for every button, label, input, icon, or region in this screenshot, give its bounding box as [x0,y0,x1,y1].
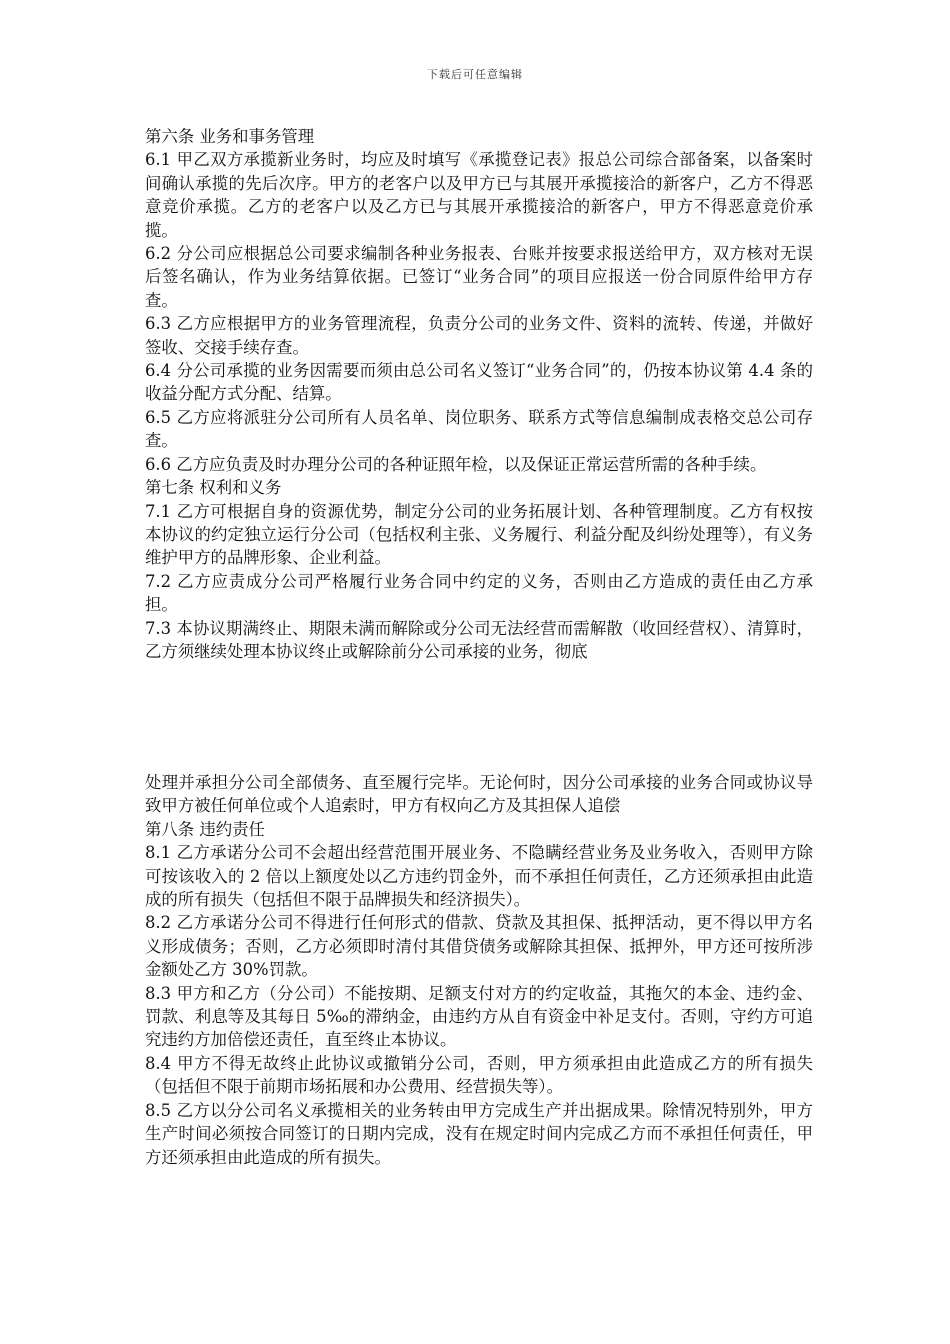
clause-7-3: 7.3 本协议期满终止、期限未满而解除或分公司无法经营而需解散（收回经营权）、清算时，乙方须继续处理本协议终止或解除前分公司承接的业务，彻底 [145,618,813,661]
clause-7-2: 7.2 乙方应责成分公司严格履行业务合同中约定的义务，否则由乙方造成的责任由乙方承担。 [145,571,813,615]
header-note: 下载后可任意编辑 [427,68,523,81]
clause-7-3-continued: 处理并承担分公司全部债务、直至履行完毕。无论何时，因分公司承接的业务合同或协议导致甲方被任何单位或个人追索时，甲方有权向乙方及其担保人追偿 [145,773,813,816]
clause-6-1: 6.1 甲乙双方承揽新业务时，均应及时填写《承揽登记表》报总公司综合部备案，以备案时间确认承揽的先后次序。甲方的老客户以及甲方已与其展开承揽接洽的新客户，乙方不得恶意竞价承揽。乙方的老客户以及乙方已与其展开承揽接洽的新客户，甲方不得恶意竞价承揽。 [145,150,813,240]
clause-6-2: 6.2 分公司应根据总公司要求编制各种业务报表、台账并按要求报送给甲方，双方核对无误后签名确认，作为业务结算依据。已签订“业务合同”的项目应报送一份合同原件给甲方存查。 [145,244,813,310]
clause-8-3: 8.3 甲方和乙方（分公司）不能按期、足额支付对方的约定收益，其拖欠的本金、违约金、罚款、利息等及其每日 5‰的滞纳金，由违约方从自有资金中补足支付。否则，守约方可追究违约方加倍偿还责任，直至终止本协议。 [145,983,813,1050]
contract-text-block-lower [145,771,813,1169]
clause-6-3: 6.3 乙方应根据甲方的业务管理流程，负责分公司的业务文件、资料的流转、传递，并做好签收、交接手续存查。 [145,314,813,357]
article-8-heading: 第八条 违约责任 [145,819,265,839]
contract-text-block-upper [145,125,813,663]
clause-8-4: 8.4 甲方不得无故终止此协议或撤销分公司，否则，甲方须承担由此造成乙方的所有损失（包括但不限于前期市场拓展和办公费用、经营损失等）。 [145,1053,813,1097]
clause-8-5: 8.5 乙方以分公司名义承揽相关的业务转由甲方完成生产并出据成果。除情况特别外，甲方生产时间必须按合同签订的日期内完成，没有在规定时间内完成乙方而不承担任何责任，甲方还须承担由此造成的所有损失。 [145,1100,813,1167]
clause-8-2: 8.2 乙方承诺分公司不得进行任何形式的借款、贷款及其担保、抵押活动，更不得以甲方名义形成债务；否则，乙方必须即时清付其借贷债务或解除其担保、抵押外，甲方还可按所涉金额处乙方 30%罚款。 [145,913,813,980]
article-7-heading: 第七条 权利和义务 [145,478,282,498]
clause-8-1: 8.1 乙方承诺分公司不会超出经营范围开展业务、不隐瞒经营业务及业务收入，否则甲方除可按该收入的 2 倍以上额度处以乙方违约罚金外，而不承担任何责任，乙方还须承担由此造成的所有损失（包括但不限于品牌损失和经济损失）。 [145,843,813,910]
clause-6-5: 6.5 乙方应将派驻分公司所有人员名单、岗位职务、联系方式等信息编制成表格交总公司存查。 [145,407,813,451]
clause-6-6: 6.6 乙方应负责及时办理分公司的各种证照年检，以及保证正常运营所需的各种手续。 [145,454,767,474]
clause-6-4: 6.4 分公司承揽的业务因需要而须由总公司名义签订“业务合同”的，仍按本协议第 4.4 条的收益分配方式分配、结算。 [145,361,813,404]
article-6-heading: 第六条 业务和事务管理 [145,127,315,146]
clause-7-1: 7.1 乙方可根据自身的资源优势，制定分公司的业务拓展计划、各种管理制度。乙方有权按本协议的约定独立运行分公司（包括权利主张、义务履行、利益分配及纠纷处理等），有义务维护甲方的品牌形象、企业利益。 [145,501,813,568]
